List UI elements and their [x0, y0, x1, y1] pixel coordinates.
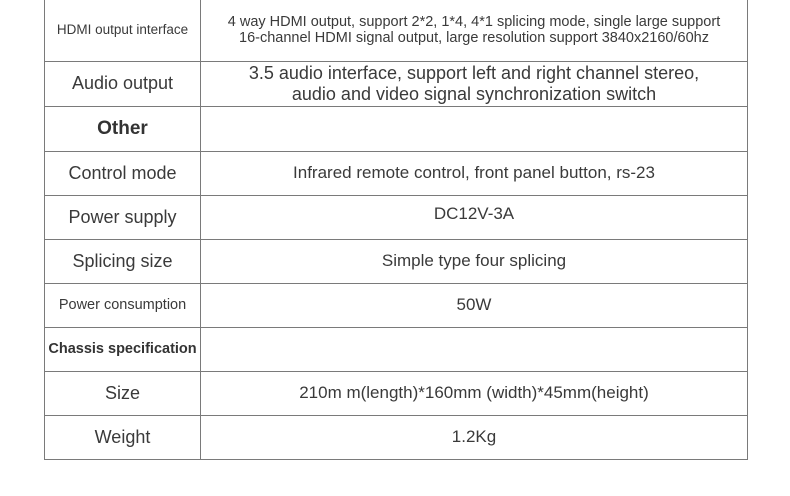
row-value-audio-output: [201, 61, 748, 106]
value-line: 3.5 audio interface, support left and right channel stereo,: [248, 62, 700, 83]
table-row: [45, 283, 748, 327]
row-value-power-consumption: 50W: [201, 283, 748, 327]
table-row: [45, 0, 748, 61]
table-row: [45, 106, 748, 151]
spec-table: [44, 0, 748, 460]
row-label-power-consumption: Power consumption: [45, 283, 201, 327]
value-line: 16-channel HDMI signal output, large resolution support 3840x2160/60hz: [239, 30, 709, 47]
table-row: [45, 327, 748, 371]
row-label-hdmi-output: HDMI output interface: [45, 0, 201, 61]
value-line: audio and video signal synchronization switch: [291, 83, 657, 104]
row-value-hdmi-output: [201, 0, 748, 61]
table-row: [45, 195, 748, 239]
row-label-splicing-size: Splicing size: [45, 239, 201, 283]
table-row: [45, 239, 748, 283]
table-row: [45, 371, 748, 415]
value-line: 4 way HDMI output, support 2*2, 1*4, 4*1 splicing mode, single large support: [227, 13, 721, 30]
row-label-audio-output: Audio output: [45, 61, 201, 106]
table-row: [45, 61, 748, 106]
row-value-other: [201, 106, 748, 151]
section-heading-other: Other: [45, 106, 201, 151]
row-label-control-mode: Control mode: [45, 151, 201, 195]
row-value-size: 210m m(length)*160mm (width)*45mm(height): [201, 371, 748, 415]
row-label-weight: Weight: [45, 415, 201, 459]
row-value-chassis: [201, 327, 748, 371]
row-value-power-supply: DC12V-3A: [201, 195, 748, 239]
row-value-weight: 1.2Kg: [201, 415, 748, 459]
row-label-power-supply: Power supply: [45, 195, 201, 239]
section-heading-chassis: Chassis specification: [45, 327, 201, 371]
row-value-splicing-size: Simple type four splicing: [201, 239, 748, 283]
table-row: [45, 415, 748, 459]
row-label-size: Size: [45, 371, 201, 415]
row-value-control-mode: Infrared remote control, front panel button, rs-23: [201, 151, 748, 195]
table-row: [45, 151, 748, 195]
